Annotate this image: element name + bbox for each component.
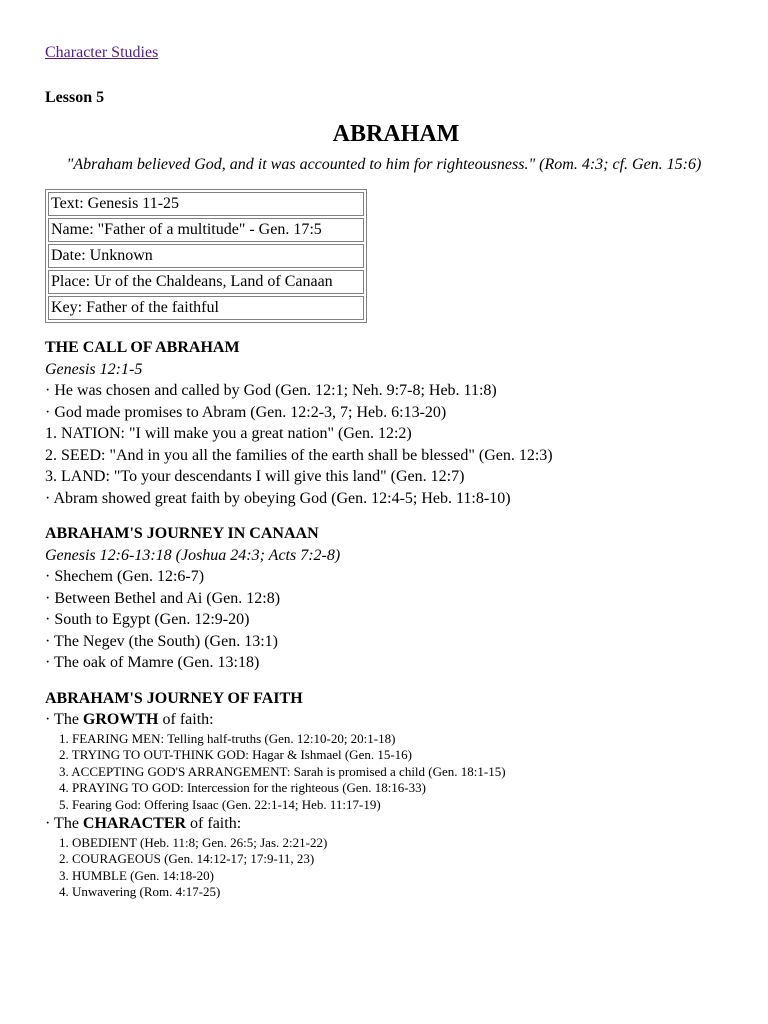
growth-suffix: of faith: bbox=[162, 711, 214, 728]
list-item: 4. PRAYING TO GOD: Intercession for the righteous (Gen. 18:16-33) bbox=[59, 780, 426, 795]
table-row bbox=[48, 296, 364, 320]
list-item: · Shechem (Gen. 12:6-7) bbox=[45, 568, 205, 585]
section-title: ABRAHAM'S JOURNEY IN CANAAN bbox=[45, 525, 319, 542]
list-item: 3. ACCEPTING GOD'S ARRANGEMENT: Sarah is promised a child (Gen. 18:1-15) bbox=[59, 763, 506, 779]
section-title: ABRAHAM'S JOURNEY OF FAITH bbox=[45, 689, 303, 707]
table-row bbox=[48, 270, 364, 294]
list-item: 2. TRYING TO OUT-THINK GOD: Hagar & Ishmael (Gen. 15-16) bbox=[59, 747, 412, 762]
character-heading bbox=[45, 813, 723, 835]
character-word: CHARACTER bbox=[82, 815, 187, 832]
list-item: · God made promises to Abram (Gen. 12:2-3, 7; Heb. 6:13-20) bbox=[45, 403, 447, 421]
table-row bbox=[48, 244, 364, 268]
list-item: 4. Unwavering (Rom. 4:17-25) bbox=[59, 884, 221, 899]
character-prefix: · The bbox=[45, 815, 79, 832]
table-row bbox=[48, 218, 364, 242]
key-verse-quote: "Abraham believed God, and it was accounted to him for righteousness." (Rom. 4:3; cf. Gen. 15:6) bbox=[66, 156, 702, 173]
page-title: ABRAHAM bbox=[332, 121, 460, 147]
list-item: 3. LAND: "To your descendants I will give this land" (Gen. 12:7) bbox=[45, 468, 465, 485]
list-item: · The Negev (the South) (Gen. 13:1) bbox=[45, 632, 278, 650]
section-reference: Genesis 12:6-13:18 (Joshua 24:3; Acts 7:2-8) bbox=[45, 546, 341, 564]
section-journey bbox=[45, 523, 723, 674]
section-faith bbox=[45, 688, 723, 901]
list-item: 5. Fearing God: Offering Isaac (Gen. 22:1-14; Heb. 11:17-19) bbox=[59, 796, 381, 812]
list-item: · The oak of Mamre (Gen. 13:18) bbox=[45, 654, 260, 671]
info-table bbox=[45, 189, 367, 323]
info-cell-place: Place: Ur of the Chaldeans, Land of Canaan bbox=[48, 270, 364, 294]
info-cell-date: Date: Unknown bbox=[48, 244, 364, 268]
lesson-label: Lesson 5 bbox=[45, 89, 105, 106]
info-cell-name: Name: "Father of a multitude" - Gen. 17:5 bbox=[48, 218, 364, 242]
character-suffix: of faith: bbox=[190, 815, 242, 832]
list-item: · Between Bethel and Ai (Gen. 12:8) bbox=[45, 589, 281, 607]
list-item: · South to Egypt (Gen. 12:9-20) bbox=[45, 611, 250, 628]
info-cell-text: Text: Genesis 11-25 bbox=[48, 192, 364, 216]
list-item: 3. HUMBLE (Gen. 14:18-20) bbox=[59, 867, 214, 883]
growth-word: GROWTH bbox=[82, 711, 159, 728]
list-item: 1. OBEDIENT (Heb. 11:8; Gen. 26:5; Jas. 2:21-22) bbox=[59, 834, 328, 850]
list-item: · Abram showed great faith by obeying God (Gen. 12:4-5; Heb. 11:8-10) bbox=[45, 489, 511, 507]
section-reference: Genesis 12:1-5 bbox=[45, 360, 143, 378]
table-row bbox=[48, 192, 364, 216]
growth-prefix: · The bbox=[45, 711, 79, 728]
list-item: 1. NATION: "I will make you a great nation" (Gen. 12:2) bbox=[45, 425, 412, 442]
list-item: 1. FEARING MEN: Telling half-truths (Gen. 12:10-20; 20:1-18) bbox=[59, 730, 396, 746]
section-title: THE CALL OF ABRAHAM bbox=[45, 339, 240, 356]
info-cell-key: Key: Father of the faithful bbox=[48, 296, 364, 320]
list-item: 2. SEED: "And in you all the families of the earth shall be blessed" (Gen. 12:3) bbox=[45, 446, 553, 464]
breadcrumb-link[interactable]: Character Studies bbox=[45, 44, 159, 61]
list-item: · He was chosen and called by God (Gen. 12:1; Neh. 9:7-8; Heb. 11:8) bbox=[45, 382, 497, 399]
list-item: 2. COURAGEOUS (Gen. 14:12-17; 17:9-11, 23) bbox=[59, 851, 315, 866]
section-call bbox=[45, 337, 723, 509]
growth-heading bbox=[45, 709, 723, 731]
